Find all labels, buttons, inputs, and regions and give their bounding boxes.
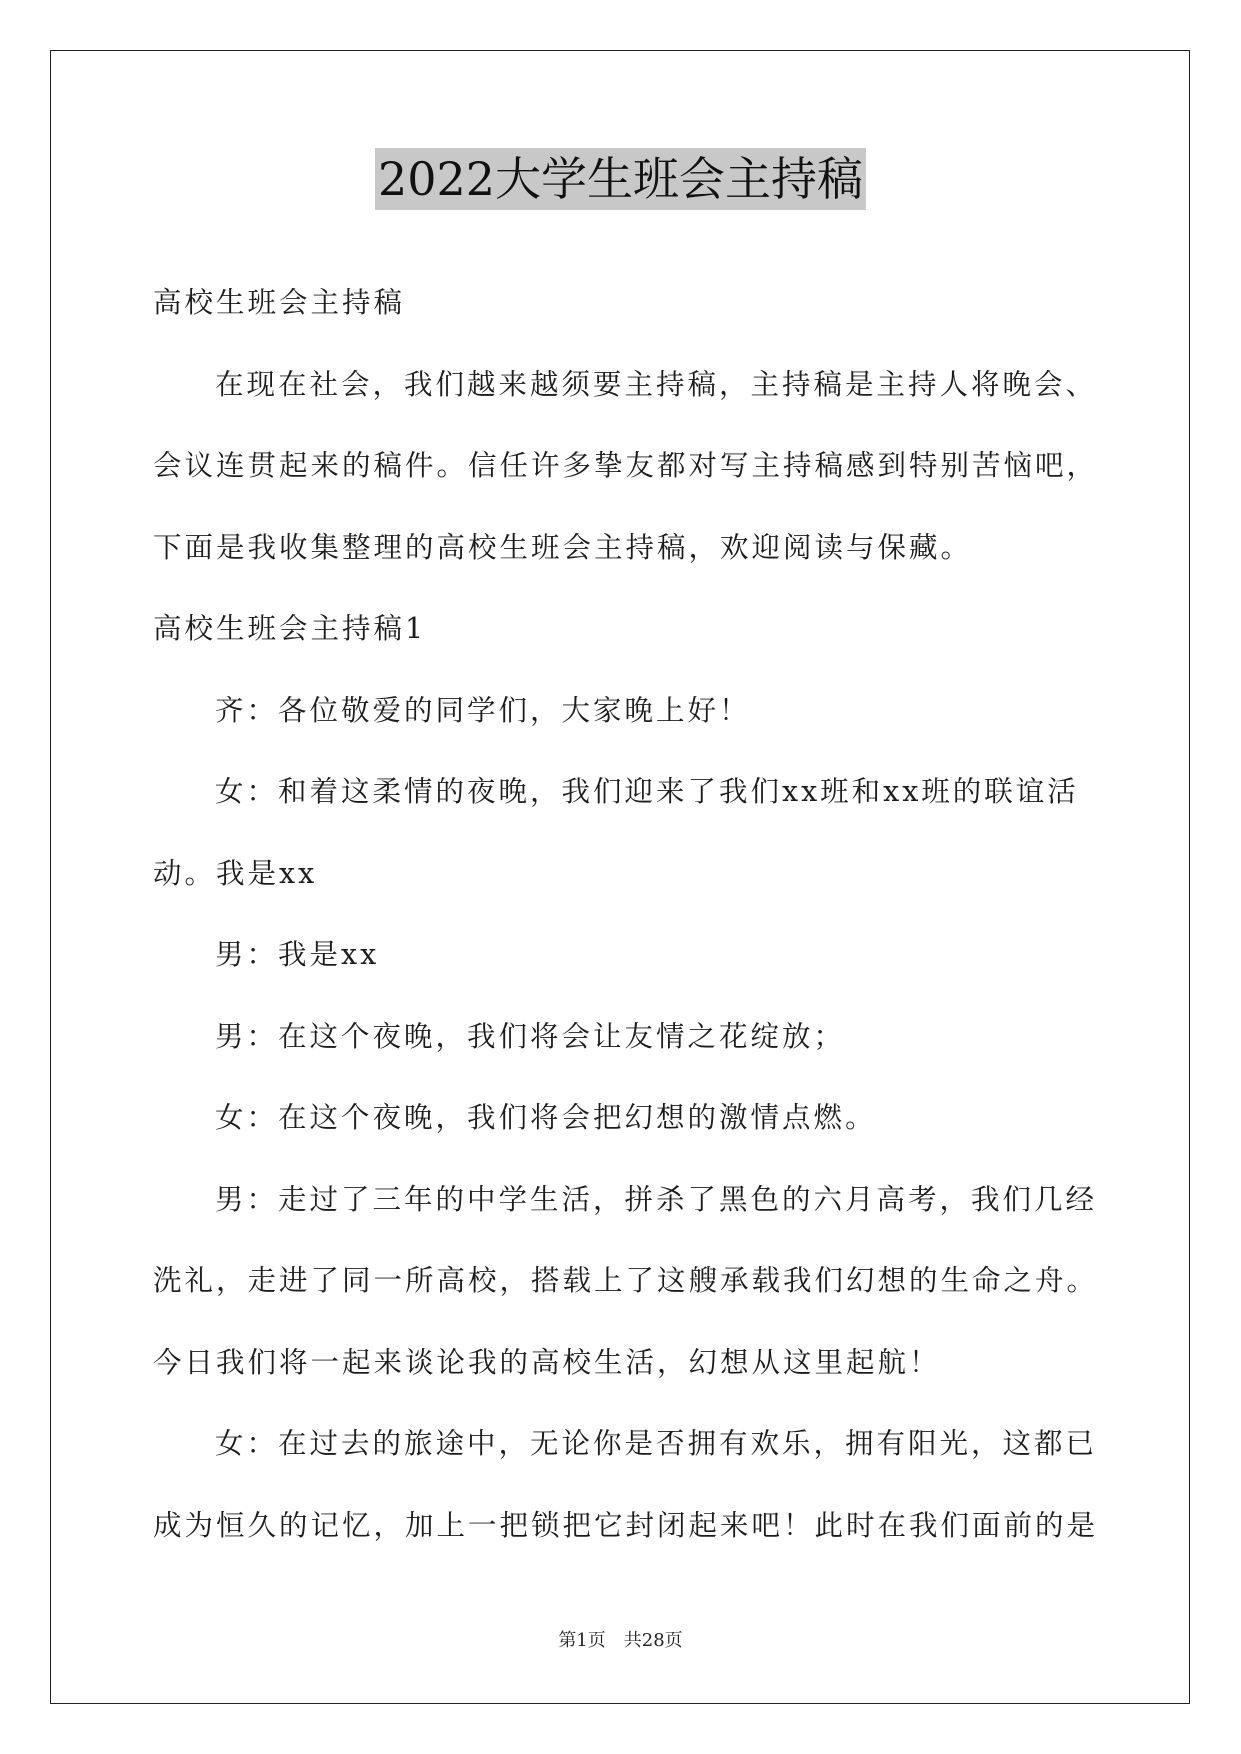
paragraph-line: 成为恒久的记忆，加上一把锁把它封闭起来吧！此时在我们面前的是 xyxy=(153,1508,1099,1542)
page-number: 第1页 共28页 xyxy=(558,1630,683,1651)
document-body xyxy=(153,262,1099,1566)
paragraph-line: 今日我们将一起来谈论我的高校生活，幻想从这里起航！ xyxy=(153,1345,941,1379)
paragraph-line: 在现在社会，我们越来越须要主持稿，主持稿是主持人将晚会、 xyxy=(215,367,1098,401)
paragraph-line: 洗礼，走进了同一所高校，搭载上了这艘承载我们幻想的生命之舟。 xyxy=(153,1264,1099,1297)
paragraph-line: 会议连贯起来的稿件。信任许多挚友都对写主持稿感到特别苦恼吧， xyxy=(153,449,1099,482)
paragraph-line: 动。我是xx xyxy=(153,856,318,890)
section-heading: 高校生班会主持稿1 xyxy=(153,612,427,645)
section-heading: 高校生班会主持稿 xyxy=(153,286,406,319)
paragraph-line: 男：在这个夜晚，我们将会让友情之花绽放； xyxy=(215,1019,846,1053)
document-title: 2022大学生班会主持稿 xyxy=(375,148,866,210)
paragraph-line: 下面是我收集整理的高校生班会主持稿，欢迎阅读与保藏。 xyxy=(153,530,973,564)
title-container xyxy=(0,148,1241,210)
paragraph-line: 男：我是xx xyxy=(215,938,380,971)
paragraph-line: 女：在这个夜晚，我们将会把幻想的激情点燃。 xyxy=(215,1101,877,1134)
paragraph-line: 男：走过了三年的中学生活，拼杀了黑色的六月高考，我们几经 xyxy=(215,1182,1098,1216)
paragraph-line: 齐：各位敬爱的同学们，大家晚上好！ xyxy=(215,693,751,727)
paragraph-line: 女：在过去的旅途中，无论你是否拥有欢乐，拥有阳光，这都已 xyxy=(215,1427,1098,1460)
paragraph-line: 女：和着这柔情的夜晚，我们迎来了我们xx班和xx班的联谊活 xyxy=(215,775,1079,808)
